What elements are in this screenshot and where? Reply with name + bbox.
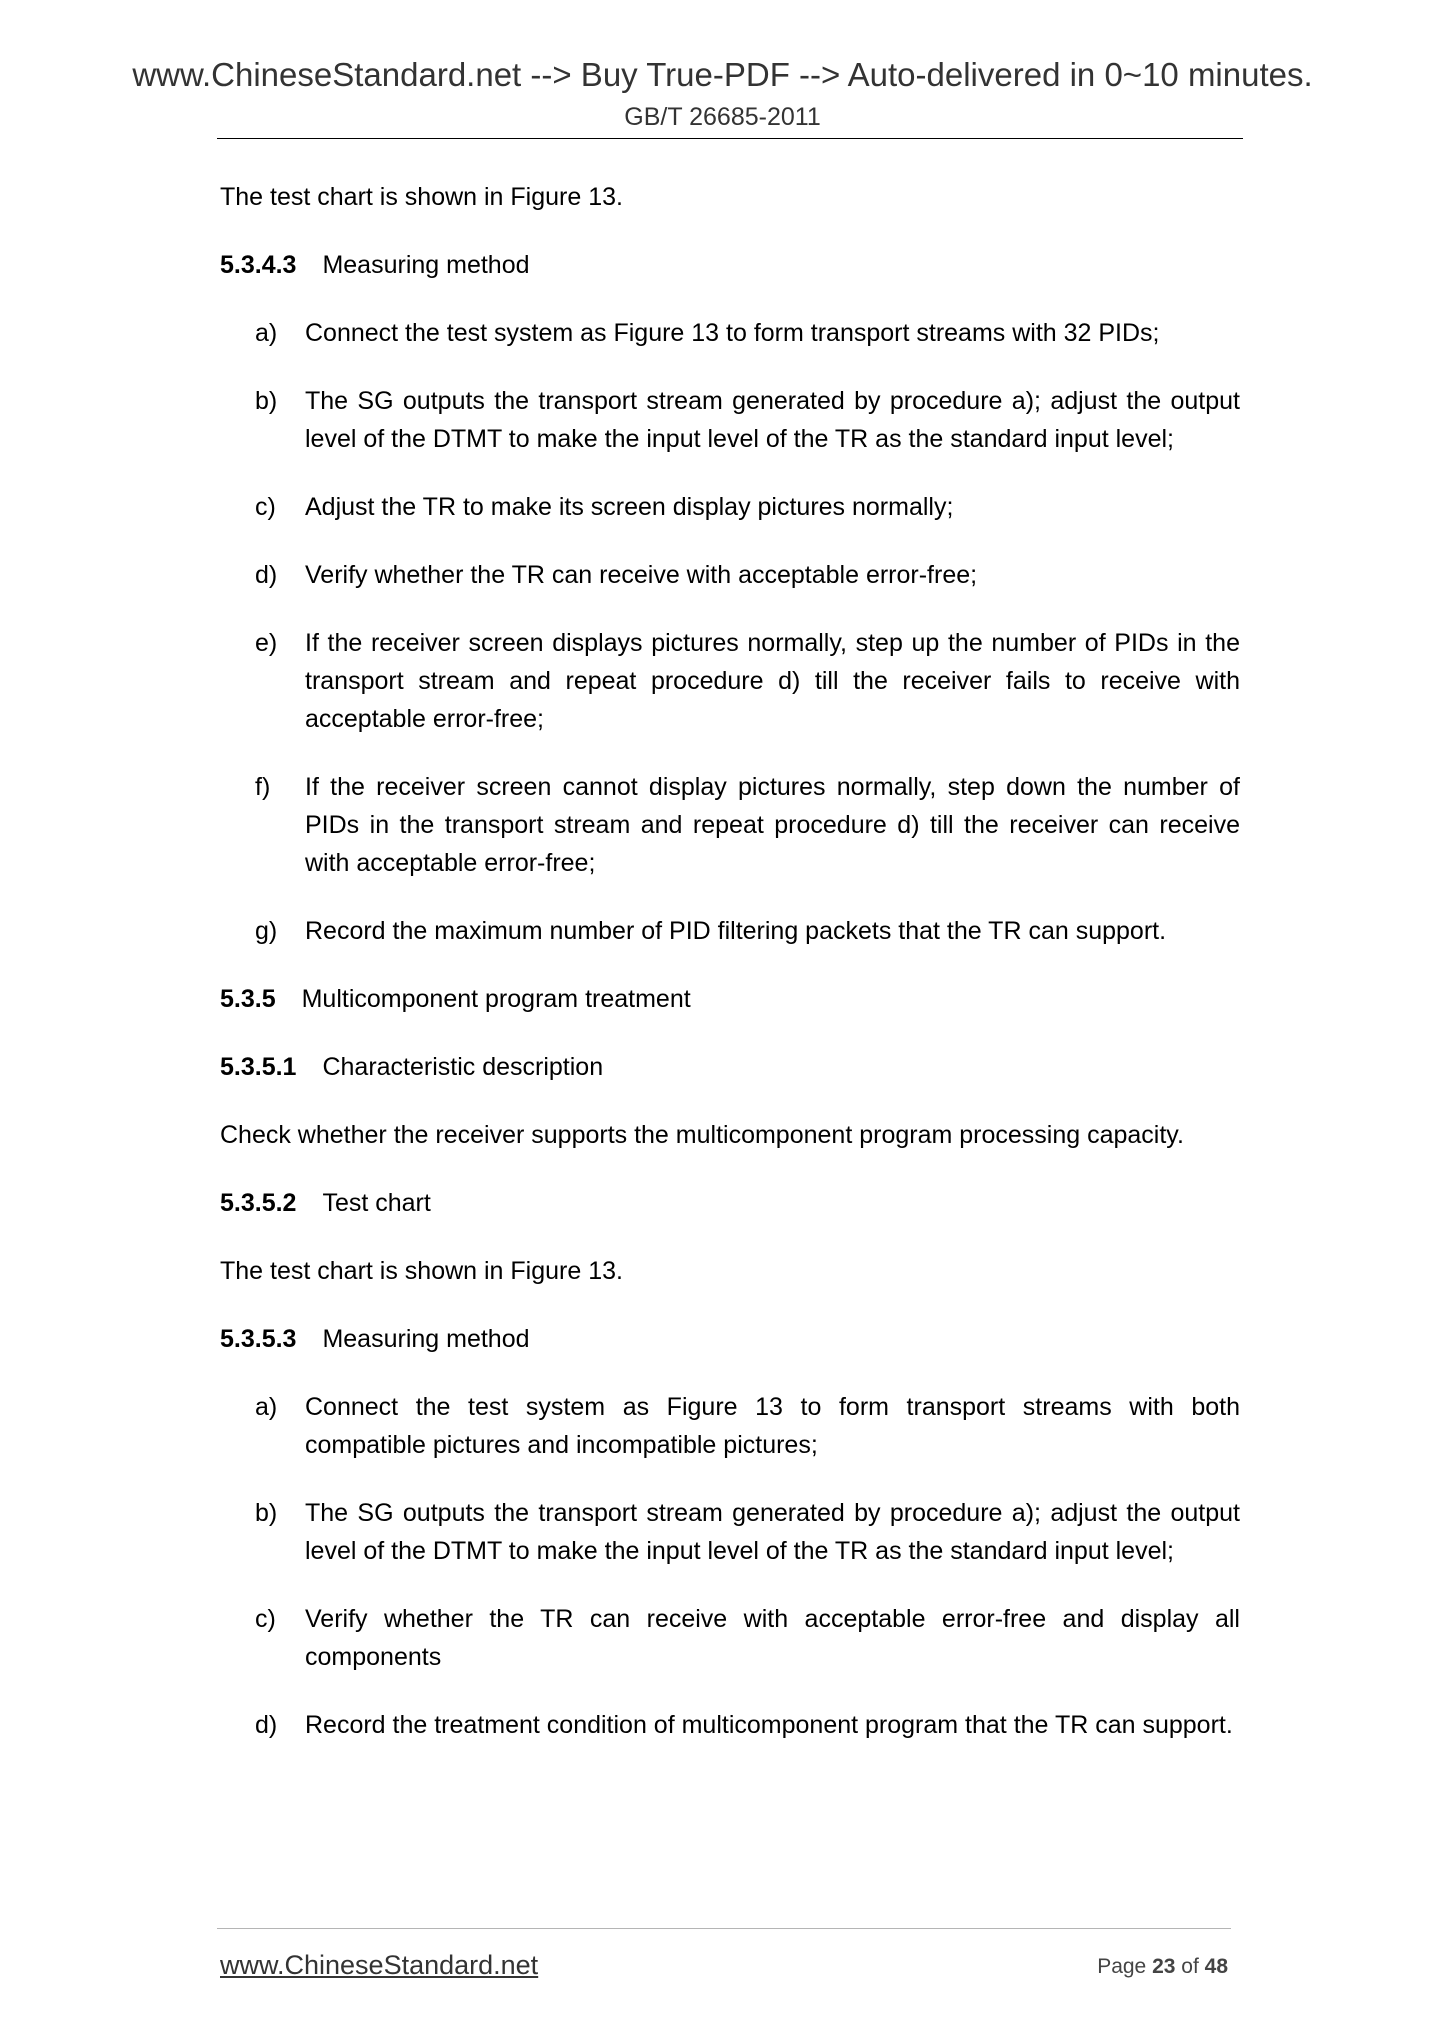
section-title: Measuring method — [322, 1325, 530, 1353]
document-body — [220, 178, 1240, 1774]
section-number: 5.3.5.1 — [220, 1053, 297, 1081]
list-item — [255, 556, 1240, 594]
list-marker: c) — [255, 493, 276, 521]
list-item-text: Verify whether the TR can receive with acceptable error-free and display all components — [305, 1605, 1240, 1671]
header-banner: www.ChineseStandard.net --> Buy True-PDF --> Auto-delivered in 0~10 minutes. — [132, 56, 1313, 93]
list-marker: f) — [255, 773, 271, 801]
list-item-text: Connect the test system as Figure 13 to form transport streams with both compatible pictures and incompatible pictures; — [305, 1393, 1240, 1459]
list-item — [255, 1388, 1240, 1464]
list-marker: d) — [255, 561, 278, 589]
list-item-text: Verify whether the TR can receive with acceptable error-free; — [305, 561, 978, 589]
list-item-text: If the receiver screen cannot display pictures normally, step down the number of PIDs in the transport stream and repeat procedure d) till the receiver can receive with acceptable error-free; — [305, 773, 1240, 877]
list-item-text: Record the maximum number of PID filtering packets that the TR can support. — [305, 917, 1167, 945]
list-item — [255, 314, 1240, 352]
characteristic-paragraph: Check whether the receiver supports the multicomponent program processing capacity. — [220, 1121, 1184, 1149]
list-item — [255, 912, 1240, 950]
page-current: 23 — [1152, 1955, 1176, 1978]
list-marker: e) — [255, 629, 278, 657]
list-item-text: Connect the test system as Figure 13 to form transport streams with 32 PIDs; — [305, 319, 1160, 347]
section-heading-5-3-5-1 — [220, 1048, 1240, 1086]
of-word: of — [1181, 1955, 1199, 1978]
page-total: 48 — [1204, 1955, 1228, 1978]
list-item-text: The SG outputs the transport stream generated by procedure a); adjust the output level of the DTMT to make the input level of the TR as the standard input level; — [305, 387, 1240, 453]
section-title: Test chart — [322, 1189, 431, 1217]
section-number: 5.3.4.3 — [220, 251, 297, 279]
list-item-text: The SG outputs the transport stream generated by procedure a); adjust the output level of the DTMT to make the input level of the TR as the standard input level; — [305, 1499, 1240, 1565]
page-word: Page — [1097, 1955, 1147, 1978]
list-marker: b) — [255, 387, 278, 415]
list-marker: c) — [255, 1605, 276, 1633]
footer-divider — [217, 1928, 1231, 1929]
list-item — [255, 488, 1240, 526]
section-number: 5.3.5 — [220, 985, 276, 1013]
page-indicator — [1097, 1955, 1228, 1979]
section-number: 5.3.5.2 — [220, 1189, 297, 1217]
list-marker: g) — [255, 917, 278, 945]
test-chart-paragraph: The test chart is shown in Figure 13. — [220, 1257, 623, 1285]
intro-paragraph: The test chart is shown in Figure 13. — [220, 183, 623, 211]
list-item-text: Record the treatment condition of multicomponent program that the TR can support. — [305, 1711, 1233, 1739]
list-item — [255, 624, 1240, 738]
footer-website-link[interactable]: www.ChineseStandard.net — [220, 1950, 539, 1980]
list-marker: b) — [255, 1499, 278, 1527]
section-heading-5-3-5-2 — [220, 1184, 1240, 1222]
list-item — [255, 768, 1240, 882]
section-title: Multicomponent program treatment — [301, 985, 691, 1013]
list-marker: a) — [255, 319, 278, 347]
list-marker: d) — [255, 1711, 278, 1739]
list-marker: a) — [255, 1393, 278, 1421]
list-item — [255, 1600, 1240, 1676]
section-heading-5-3-4-3 — [220, 246, 1240, 284]
list-item — [255, 382, 1240, 458]
standard-code: GB/T 26685-2011 — [624, 103, 821, 131]
list-item — [255, 1494, 1240, 1570]
section-heading-5-3-5 — [220, 980, 1240, 1018]
section-title: Characteristic description — [322, 1053, 604, 1081]
list-item — [255, 1706, 1240, 1744]
header-divider — [217, 138, 1243, 139]
list-item-text: Adjust the TR to make its screen display pictures normally; — [305, 493, 954, 521]
section-title: Measuring method — [322, 251, 530, 279]
section-heading-5-3-5-3 — [220, 1320, 1240, 1358]
list-item-text: If the receiver screen displays pictures normally, step up the number of PIDs in the transport stream and repeat procedure d) till the receiver fails to receive with acceptable error-free; — [305, 629, 1240, 733]
section-number: 5.3.5.3 — [220, 1325, 297, 1353]
